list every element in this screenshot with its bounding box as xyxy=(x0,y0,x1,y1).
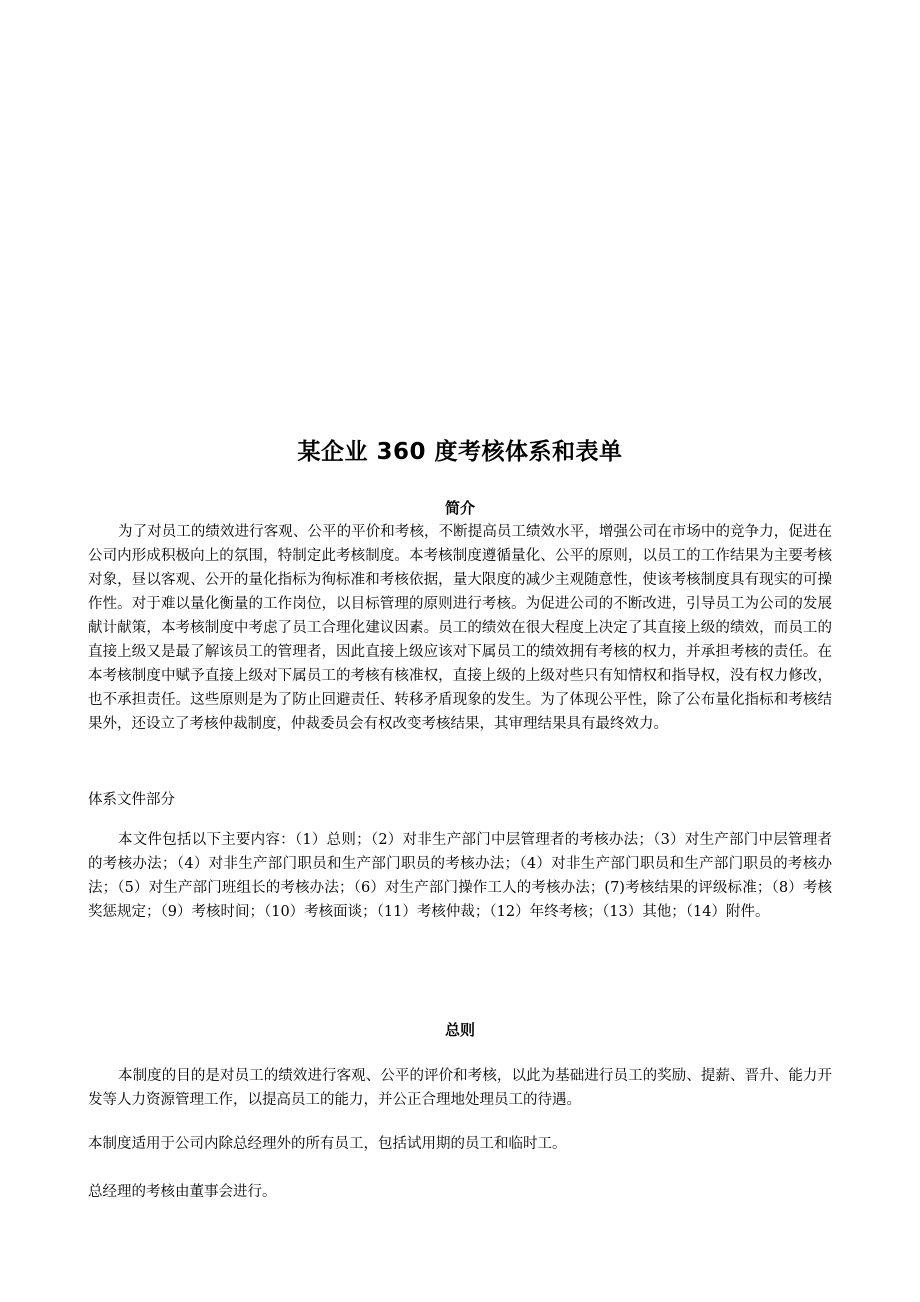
general-paragraph-3: 总经理的考核由董事会进行。 xyxy=(88,1184,277,1200)
general-heading: 总则 xyxy=(444,1021,475,1039)
document-title: 某企业 360 度考核体系和表单 xyxy=(297,439,623,465)
contents-paragraph: 本文件包括以下主要内容：（1）总则；（2）对非生产部门中层管理者的考核办法；（3）对生产部门中层管理者的考核办法；（4）对非生产部门职员和生产部门职员的考核办法；（4）对非生产部门职员和生产部门职员的考核办法；（5）对生产部门班组长的考核办法；（6）对生产部门操作工人的考核办法；(7)考核结果的评级标准；（8）考核奖惩规定；（9）考核时间；（10）考核面谈；（11）考核仲裁；（12）年终考核；（13）其他；（14）附件。 xyxy=(88,832,832,920)
intro-heading: 简介 xyxy=(444,499,475,517)
general-paragraph-2: 本制度适用于公司内除总经理外的所有员工，包括试用期的员工和临时工。 xyxy=(88,1136,567,1152)
general-paragraph-1: 本制度的目的是对员工的绩效进行客观、公平的评价和考核，以此为基础进行员工的奖励、提薪、晋升、能力开发等人力资源管理工作，以提高员工的能力，并公正合理地处理员工的待遇。 xyxy=(88,1068,832,1108)
intro-paragraph: 为了对员工的绩效进行客观、公平的平价和考核，不断提高员工绩效水平，增强公司在市场中的竞争力，促进在公司内形成积极向上的氛围，特制定此考核制度。本考核制度遵循量化、公平的原则，以员工的工作结果为主要考核对象，昼以客观、公开的量化指标为徇标准和考核依据，量大限度的减少主观随意性，使该考核制度具有现实的可操作性。对于难以量化衡量的工作岗位，以目标管理的原则进行考核。为促进公司的不断改进，引导员工为公司的发展献计献策，本考核制度中考虑了员工合理化建议因素。员工的绩效在很大程度上决定了其直接上级的绩效，而员工的直接上级又是最了解该员工的管理者，因此直接上级应该对下属员工的绩效拥有考核的权力，并承担考核的责任。在本考核制度中赋予直接上级对下属员工的考核有核准权，直接上级的上级对些只有知情权和指导权，没有权力修改，也不承担责任。这些原则是为了防止回避责任、转移矛盾现象的发生。为了体现公平性，除了公布量化指标和考核结果外，还设立了考核仲裁制度，仲裁委员会有权改变考核结果，其审理结果具有最终效力。 xyxy=(88,524,832,732)
system-section-label: 体系文件部分 xyxy=(88,792,175,808)
